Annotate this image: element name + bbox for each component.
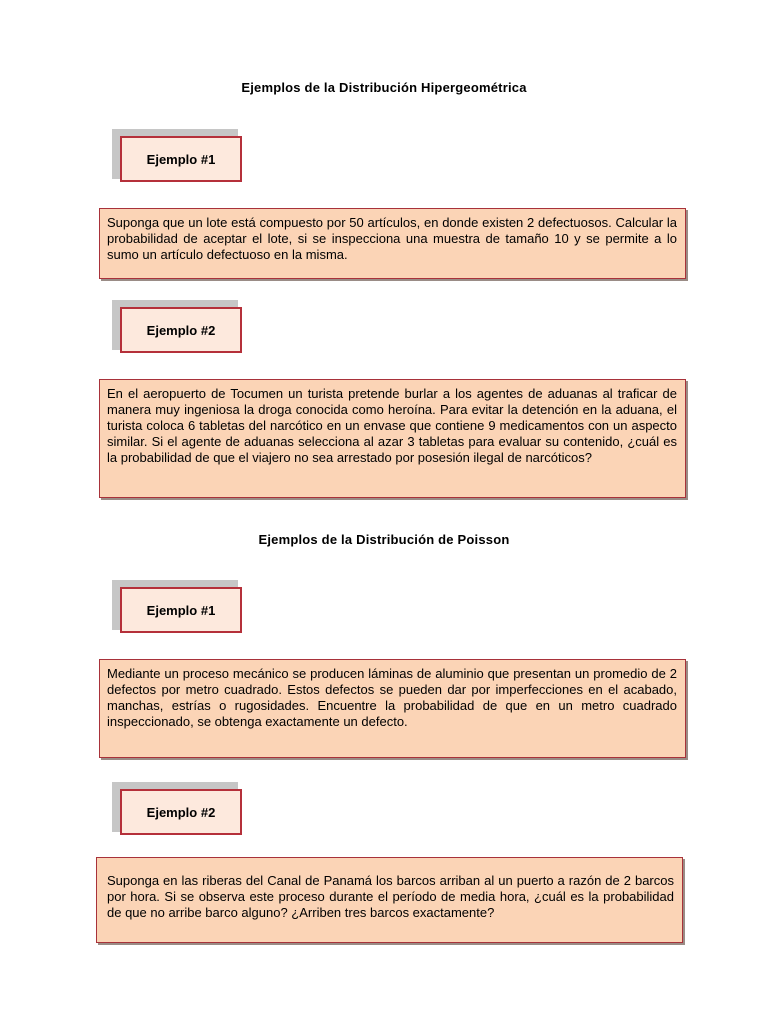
poisson-example-2-text: Suponga en las riberas del Canal de Panamá los barcos arriban al un puerto a razón de 2 barcos por hora. Si se observa este proceso durante el período de media hora, ¿cuál es la probabilidad de que no arribe barco alguno? ¿Arriben tres barcos exactamente? <box>96 857 683 943</box>
poisson-example-1-text: Mediante un proceso mecánico se producen láminas de aluminio que presentan un promedio de 2 defectos por metro cuadrado. Estos defectos se pueden dar por imperfecciones en el acabado, manchas, estrías o rugosidades. Encuentre la probabilidad de que en un metro cuadrado inspeccionado, se obtenga exactamente un defecto. <box>99 659 686 758</box>
poisson-example-1-label: Ejemplo #1 <box>120 587 242 633</box>
hypergeometric-title: Ejemplos de la Distribución Hipergeométrica <box>241 80 527 95</box>
hypergeometric-example-1-text: Suponga que un lote está compuesto por 50 artículos, en donde existen 2 defectuosos. Calcular la probabilidad de aceptar el lote, si se inspecciona una muestra de tamaño 10 y se permite a lo sumo un artículo defectuoso en la misma. <box>99 208 686 279</box>
hypergeometric-example-1-label: Ejemplo #1 <box>120 136 242 182</box>
hypergeometric-example-2-label: Ejemplo #2 <box>120 307 242 353</box>
poisson-example-2-label: Ejemplo #2 <box>120 789 242 835</box>
hypergeometric-example-2-text: En el aeropuerto de Tocumen un turista pretende burlar a los agentes de aduanas al traficar de manera muy ingeniosa la droga conocida como heroína. Para evitar la detención en la aduana, el turista coloca 6 tabletas del narcótico en un envase que contiene 9 medicamentos con un aspecto similar. Si el agente de aduanas selecciona al azar 3 tabletas para evaluar su contenido, ¿cuál es la probabilidad de que el viajero no sea arrestado por posesión ilegal de narcóticos? <box>99 379 686 498</box>
poisson-title: Ejemplos de la Distribución de Poisson <box>258 532 510 547</box>
